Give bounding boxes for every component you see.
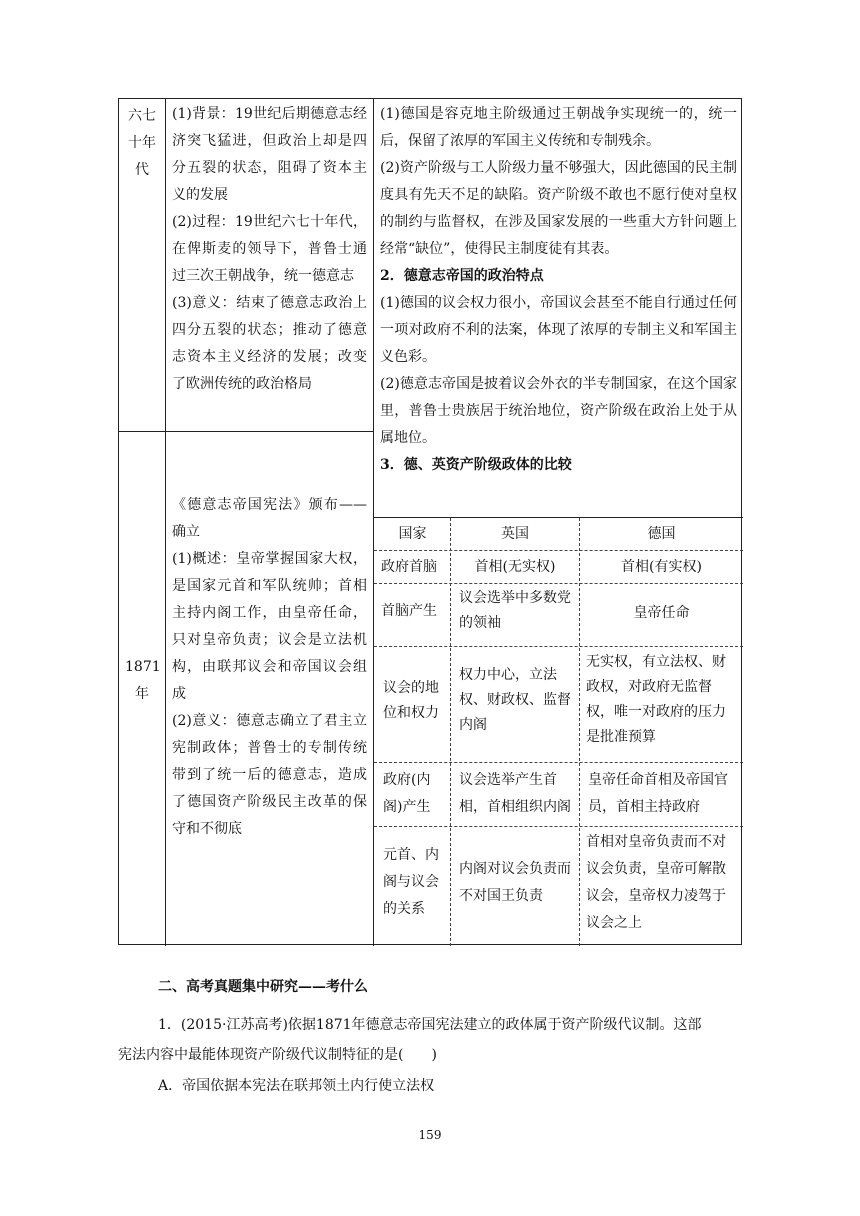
compare-row-rule xyxy=(374,550,743,551)
compare-row-rule xyxy=(374,646,743,647)
analysis-content xyxy=(374,101,743,479)
compare-cell: 议会选举中多数党的领袖 xyxy=(459,590,571,631)
background-paragraph: (1)背景：19世纪后期德意志经济突飞猛进，但政治上却是四分五裂的状态，阻碍了资本主义的发展 xyxy=(172,106,367,203)
era-cell-1871 xyxy=(119,654,165,708)
feature-paragraph-2: (2)德意志帝国是披着议会外衣的半专制国家，在这个国家里，普鲁士贵族居于统治地位，资产阶级在政治上处于从属地位。 xyxy=(380,376,737,446)
compare-header-country: 国家 xyxy=(398,526,427,542)
compare-row-rule xyxy=(374,583,743,584)
reason-paragraph-1: (1)德国是容克地主阶级通过王朝战争实现统一的，统一后，保留了浓厚的军国主义传统和专制残余。 xyxy=(380,106,737,149)
compare-row-label: 政府(内阁)产生 xyxy=(383,772,431,815)
process-paragraph: (2)过程：19世纪六七十年代，在俾斯麦的领导下，普鲁士通过三次王朝战争，统一德意志 xyxy=(172,214,367,284)
compare-row-label: 政府首脑 xyxy=(381,559,437,575)
significance-paragraph: (3)意义：结束了德意志政治上四分五裂的状态；推动了德意志资本主义经济的发展；改变了欧洲传统的政治格局 xyxy=(172,295,367,392)
compare-cell: 首相对皇帝负责而不对议会负责，皇帝可解散议会，皇帝权力凌驾于议会之上 xyxy=(586,834,726,931)
compare-row-rule xyxy=(374,826,743,827)
compare-cell: 无实权，有立法权、财政权，对政府无监督权，唯一对政府的压力是批准预算 xyxy=(586,654,726,745)
page-number: 159 xyxy=(418,1128,442,1142)
compare-header-britain: 英国 xyxy=(501,526,529,542)
option-a: A．帝国依据本宪法在联邦领土内行使立法权 xyxy=(158,1078,435,1094)
meaning-paragraph: (2)意义：德意志确立了君主立宪制政体；普鲁士的专制传统带到了统一后的德意志，造成了德国资产阶级民主改革的保守和不彻底 xyxy=(172,713,367,837)
compare-cell: 权力中心，立法权、财政权、监督内阁 xyxy=(459,667,571,733)
subheading-features: 2．德意志帝国的政治特点 xyxy=(380,268,544,284)
compare-row-label: 议会的地位和权力 xyxy=(383,680,439,721)
reason-paragraph-2: (2)资产阶级与工人阶级力量不够强大，因此德国的民主制度具有先天不足的缺陷。资产阶级不敢也不愿行使对皇权的制约与监督权，在涉及国家发展的一些重大方针问题上经常“缺位”，使得民主制度徒有其表。 xyxy=(380,160,737,257)
era-cell-1870s xyxy=(119,99,165,188)
question-1-line-1: 1．(2015·江苏高考)依据1871年德意志帝国宪法建立的政体属于资产阶级代议制。这部 xyxy=(158,1017,702,1033)
question-1-line-2: 宪法内容中最能体现资产阶级代议制特征的是( ) xyxy=(118,1047,437,1063)
comparison-table xyxy=(118,98,742,945)
compare-cell: 首相(有实权) xyxy=(621,559,702,575)
compare-cell: 内阁对议会负责而不对国王负责 xyxy=(459,861,571,904)
compare-header-germany: 德国 xyxy=(647,526,676,542)
era-label: 六七十年代 xyxy=(128,108,156,178)
row-divider xyxy=(119,431,373,432)
compare-cell: 皇帝任命首相及帝国官员，首相主持政府 xyxy=(588,772,728,815)
compare-cell: 首相(无实权) xyxy=(474,559,556,575)
unification-content xyxy=(166,101,373,398)
compare-top-rule xyxy=(374,517,743,518)
compare-row-label: 元首、内阁与议会的关系 xyxy=(383,847,439,917)
constitution-title: 《德意志帝国宪法》颁布——确立 xyxy=(172,497,367,540)
compare-cell: 议会选举产生首相，首相组织内阁 xyxy=(459,772,571,815)
overview-paragraph: (1)概述：皇帝掌握国家大权，是国家元首和军队统帅；首相主持内阁工作，由皇帝任命，只对皇帝负责；议会是立法机构，由联邦议会和帝国议会组成 xyxy=(172,551,367,702)
compare-row-label: 首脑产生 xyxy=(381,603,437,619)
feature-paragraph-1: (1)德国的议会权力很小，帝国议会甚至不能自行通过任何一项对政府不利的法案，体现了浓厚的专制主义和军国主义色彩。 xyxy=(380,295,737,365)
subheading-comparison: 3．德、英资产阶级政体的比较 xyxy=(380,457,572,473)
compare-row-rule xyxy=(374,762,743,763)
constitution-content xyxy=(166,492,373,843)
section-heading: 二、高考真题集中研究——考什么 xyxy=(158,979,368,995)
era-label: 1871年 xyxy=(125,659,161,702)
compare-cell: 皇帝任命 xyxy=(633,605,690,621)
